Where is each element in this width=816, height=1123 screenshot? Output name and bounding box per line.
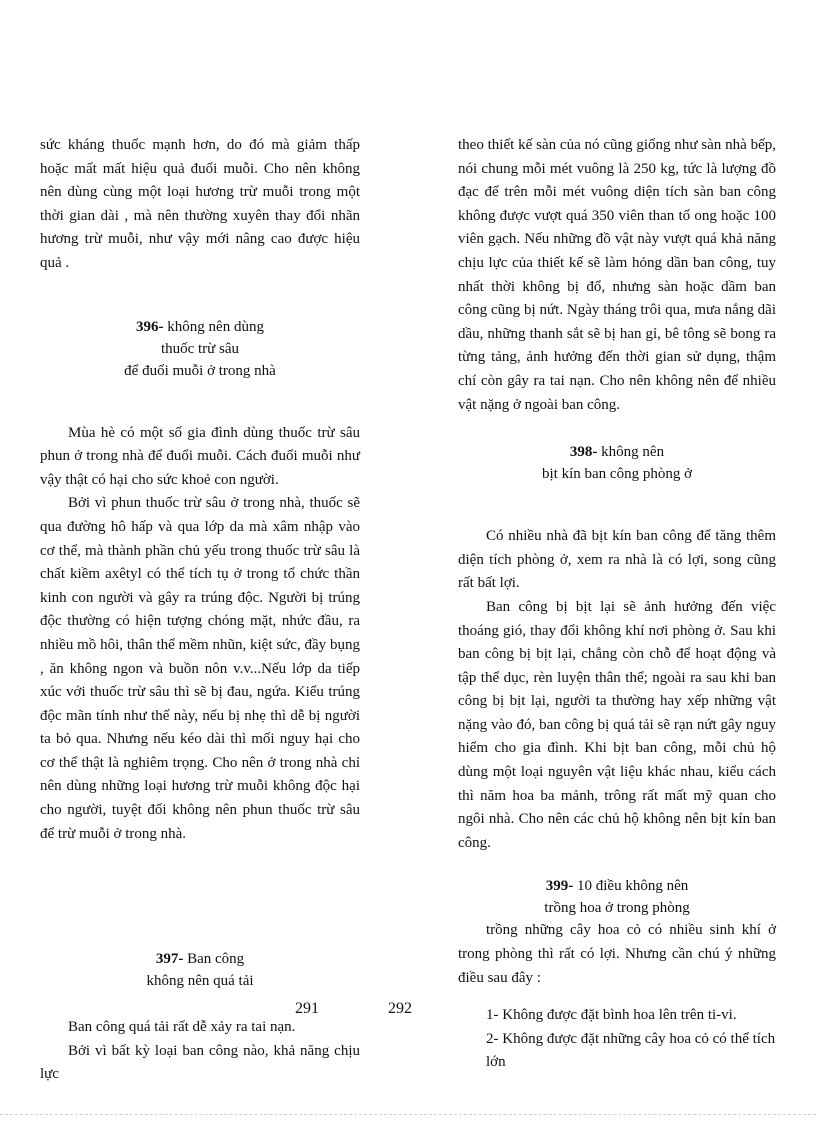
- section-397-heading: [40, 948, 360, 992]
- section-398-paragraph1: Có nhiều nhà đã bịt kín ban công để tăng thêm diện tích phòng ở, xem ra nhà là có lợi, song cũng rất bất lợi.: [458, 528, 776, 592]
- section-396-paragraph1: Mùa hè có một số gia đình dùng thuốc trừ sâu phun ở trong nhà để đuổi muỗi. Cách đuổi muỗi như vậy thật có hại cho sức khoẻ con người.: [40, 424, 360, 488]
- right-column: [458, 134, 776, 1075]
- section-396-title-line3: để đuổi muỗi ở trong nhà: [124, 362, 276, 379]
- section-396-title-line2: thuốc trừ sâu: [160, 340, 240, 357]
- left-column: [40, 134, 360, 1087]
- section-397-paragraph1: Ban công quá tải rất dễ xảy ra tai nạn.: [68, 1019, 296, 1036]
- section-396-heading: [40, 316, 360, 382]
- section-399-title-line1: 10 điều không nên: [577, 878, 689, 895]
- section-396-title-line1: không nên dùng: [167, 318, 264, 335]
- section-397-paragraph2: Bởi vì bất kỳ loại ban công nào, khả năng chịu lực: [40, 1042, 360, 1083]
- section-398-title-line2: bịt kín ban công phòng ở: [542, 466, 692, 483]
- bottom-divider: [0, 1114, 816, 1115]
- section-398-heading: [458, 441, 776, 485]
- section-398-title-line1: không nên: [601, 444, 665, 461]
- left-intro-paragraph: sức kháng thuốc mạnh hơn, do đó mà giảm thấp hoặc mất mất hiệu quả đuổi muỗi. Cho nên không nên dùng cùng một loại hương trừ muỗi trong một thời gian dài , mà nên thường xuyên thay đổi nhãn hương trừ muỗi, như vậy mới nâng cao được hiệu quả .: [40, 137, 360, 271]
- section-397-title-line1: Ban công: [187, 951, 245, 968]
- section-396-number: 396-: [136, 318, 164, 335]
- section-398-paragraph2: Ban công bị bịt lại sẽ ảnh hưởng đến việc thoáng gió, thay đổi không khí nơi phòng ở. Sau khi ban công bị bịt lại, chẳng còn chỗ để hoạt động và tập thể dục, rèn luyện thân thể; ngoài ra sau khi ban công bị bịt lại, người ta thường hay xếp những vật nặng vào đó, ban công bị quá tải sẽ rạn nứt gây nguy hiểm cho gia đình. Khi bịt ban công, mỗi chủ hộ dùng một loại nguyên vật liệu khác nhau, kiểu cách thì năm hoa ba mảnh, trông rất mất mỹ quan cho ngôi nhà. Cho nên các chủ hộ không nên bịt kín ban công.: [458, 598, 776, 851]
- section-399-item2: 2- Không được đặt những cây hoa cỏ có thể tích lớn: [486, 1030, 776, 1071]
- page-number-left: 291: [295, 1000, 319, 1017]
- section-398-number: 398-: [569, 444, 598, 461]
- section-397-title-line2: không nên quá tải: [146, 973, 254, 990]
- right-intro-paragraph: theo thiết kế sàn của nó cũng giống như sàn nhà bếp, nói chung mỗi mét vuông là 250 kg, tức là lượng đồ đạc để trên mỗi mét vuông diện tích sàn ban công không được vượt quá 350 viên than tổ ong hoặc 100 viên gạch. Nếu những đồ vật này vượt quá khả năng chịu lực của thiết kế sẽ làm hỏng dần ban công, tuy nhất thời không bị đổ, nhưng sàn hoặc dầm ban công cũng bị nứt. Ngày tháng trôi qua, mưa nắng dãi dầu, những thanh sắt sẽ bị han gỉ, bê tông sẽ bong ra từng tảng, ảnh hưởng đến thời gian sử dụng, thậm chí còn gây ra tai nạn. Cho nên không nên để nhiều vật nặng ở ngoài ban công.: [458, 137, 776, 413]
- page-number-right: 292: [388, 1000, 412, 1017]
- section-399-heading: [458, 875, 776, 919]
- section-399-number: 399-: [545, 878, 574, 895]
- section-396-paragraph2: Bởi vì phun thuốc trừ sâu ở trong nhà, thuốc sẽ qua đường hô hấp và qua lớp da mà xâm nhập vào cơ thể, mà thành phần chủ yếu trong thuốc trừ sâu là chất kiềm axêtyl có thể tích tụ ở trong tổ chức thần kinh con người và gây ra trúng độc. Người bị trúng độc thường có hiện tượng chóng mặt, nhức đầu, ra nhiều mồ hôi, thân thể mềm nhũn, kiệt sức, đầy bụng , ăn không ngon và buồn nôn v.v...Nếu lớp da tiếp xúc với thuốc trừ sâu thì sẽ bị đau, ngứa. Kiểu trúng độc mãn tính như thế này, nếu bị nhẹ thì dễ bị người ta bỏ qua. Nhưng nếu kéo dài thì mối nguy hại cho cơ thể thật là nghiêm trọng. Cho nên ở trong nhà chỉ nên dùng những loại hương trừ muỗi không độc hại cho người, tuyệt đối không nên phun thuốc trừ sâu để trừ muỗi ở trong nhà.: [40, 495, 360, 842]
- section-397-number: 397-: [155, 951, 184, 968]
- section-399-title-line2: trồng hoa ở trong phòng: [544, 900, 690, 917]
- section-399-paragraph1: trồng những cây hoa cỏ có nhiều sinh khí ở trong phòng thì rất có lợi. Nhưng cần chú ý những điều sau đây :: [458, 922, 776, 986]
- section-399-item1: 1- Không được đặt bình hoa lên trên ti-vi.: [486, 1007, 737, 1024]
